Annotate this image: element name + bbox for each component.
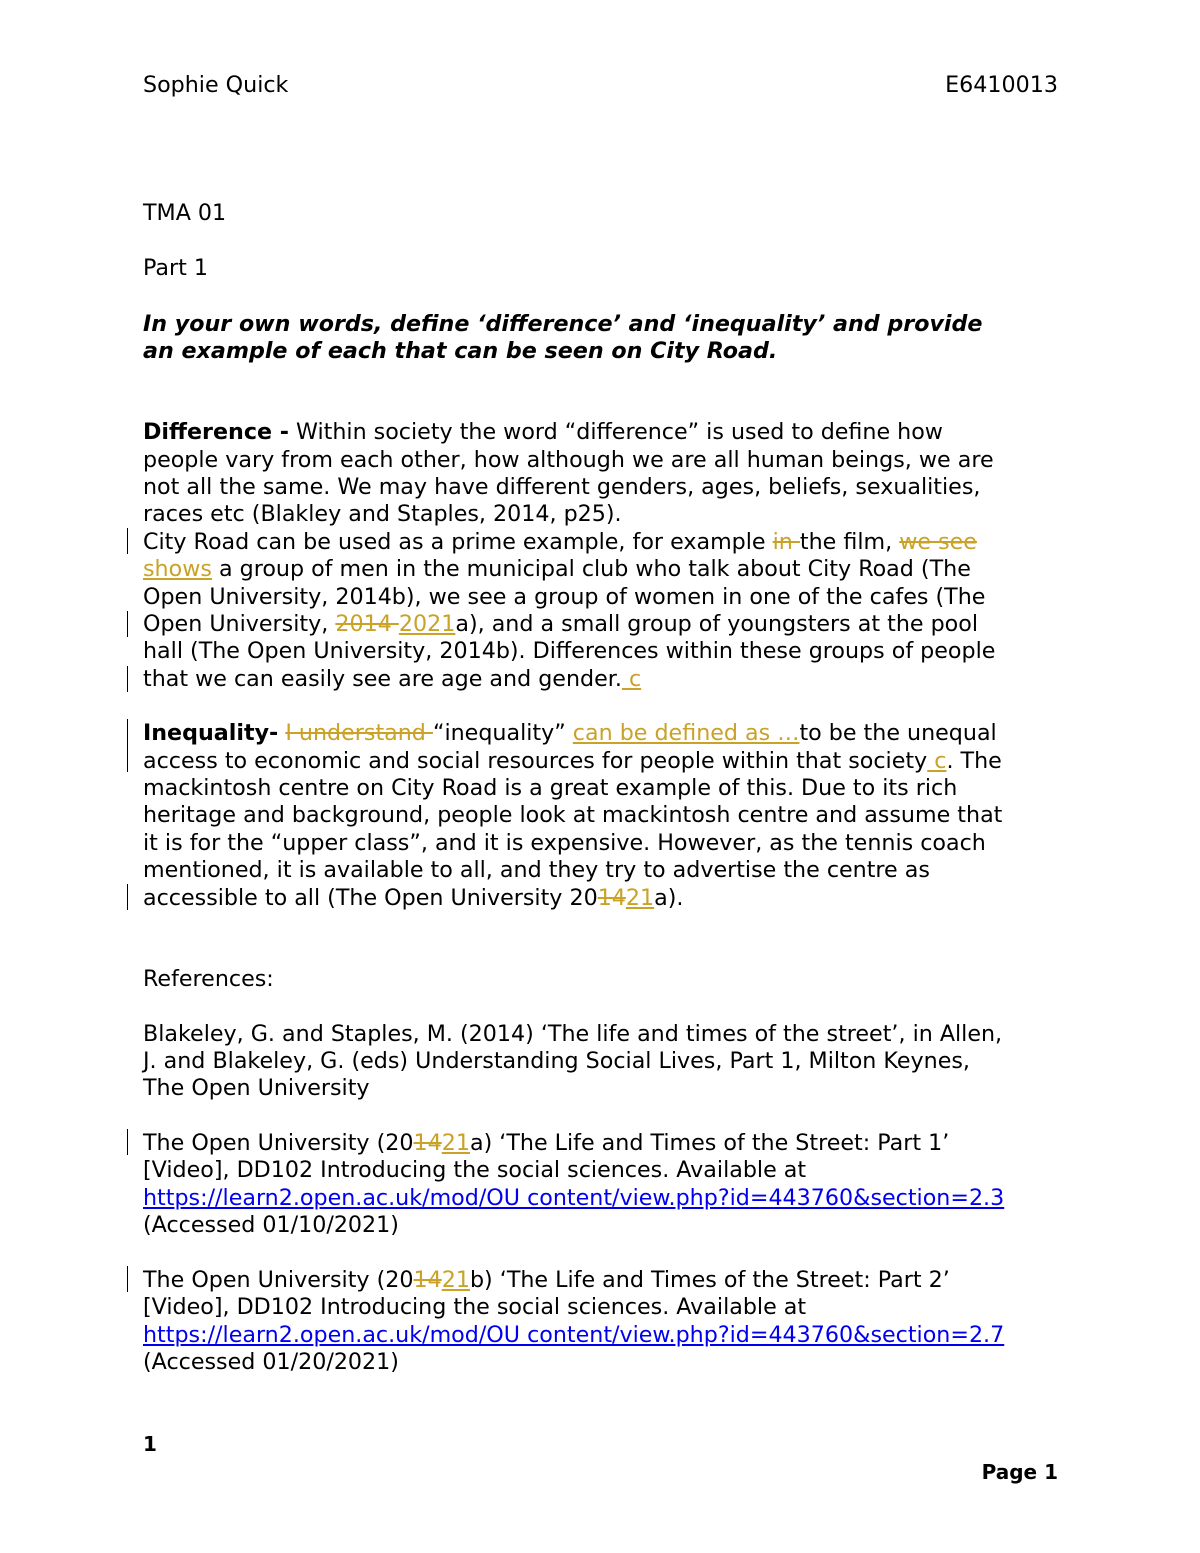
tracked-deletion[interactable]: we see [899, 529, 977, 555]
change-bar [127, 719, 128, 772]
tracked-deletion[interactable]: in [772, 529, 800, 555]
tracked-deletion[interactable]: 14 [413, 1267, 442, 1293]
tracked-deletion[interactable]: 2014 [335, 611, 399, 637]
tracked-insertion[interactable]: 21 [441, 1267, 470, 1293]
tracked-deletion[interactable]: I understand [285, 720, 433, 746]
inequality-line-4: heritage and background, people look at mackintosh centre and assume that [143, 802, 1003, 828]
comment-marker[interactable]: c [621, 666, 642, 692]
page-number: 1 [143, 1432, 157, 1456]
question-line-2: an example of each that can be seen on City Road. [143, 338, 778, 364]
reference-3-line-2: [Video], DD102 Introducing the social sciences. Available at [143, 1294, 807, 1320]
header-student-id: E6410013 [945, 72, 1058, 98]
change-bar [127, 1129, 128, 1155]
tracked-deletion[interactable]: 14 [413, 1130, 442, 1156]
change-bar [127, 1266, 128, 1292]
reference-2-line-1: The Open University (201421a) ‘The Life and Times of the Street: Part 1’ [143, 1130, 950, 1156]
reference-1-line-2: J. and Blakeley, G. (eds) Understanding Social Lives, Part 1, Milton Keynes, [143, 1048, 970, 1074]
tracked-insertion[interactable]: 2021 [398, 611, 456, 637]
change-bar [127, 884, 128, 910]
change-bar [127, 528, 128, 554]
difference-line-5: City Road can be used as a prime example, for example in the film, we see [143, 529, 977, 555]
part-title: Part 1 [143, 255, 208, 281]
tracked-insertion[interactable]: 21 [625, 885, 655, 911]
difference-line-1: Difference - Within society the word “difference” is used to define how [143, 419, 943, 445]
change-bar [127, 666, 128, 692]
tracked-insertion[interactable]: shows [143, 556, 212, 582]
reference-2-link[interactable]: https://learn2.open.ac.uk/mod/OU content/view.php?id=443760&section=2.3 [143, 1185, 1005, 1211]
difference-line-4: races etc (Blakley and Staples, 2014, p25). [143, 501, 622, 527]
difference-line-2: people vary from each other, how although we are all human beings, we are [143, 447, 994, 473]
inequality-line-1: Inequality- I understand “inequality” can be defined as …to be the unequal [143, 720, 997, 746]
difference-line-6: shows a group of men in the municipal club who talk about City Road (The [143, 556, 971, 582]
reference-2-line-4: (Accessed 01/10/2021) [143, 1212, 399, 1238]
inequality-line-3: mackintosh centre on City Road is a great example of this. Due to its rich [143, 775, 958, 801]
inequality-line-7: accessible to all (The Open University 201421a). [143, 885, 684, 911]
difference-line-3: not all the same. We may have different genders, ages, beliefs, sexualities, [143, 474, 981, 500]
question-line-1: In your own words, define ‘difference’ and ‘inequality’ and provide [143, 311, 983, 337]
reference-3-link[interactable]: https://learn2.open.ac.uk/mod/OU content/view.php?id=443760&section=2.7 [143, 1322, 1005, 1348]
change-bar [127, 611, 128, 637]
inequality-line-2: access to economic and social resources for people within that society c. The [143, 748, 1002, 774]
page-label: Page 1 [981, 1460, 1058, 1484]
difference-line-10: that we can easily see are age and gender. c [143, 666, 642, 692]
reference-3-line-1: The Open University (201421b) ‘The Life and Times of the Street: Part 2’ [143, 1267, 950, 1293]
inequality-heading: Inequality- [143, 720, 279, 746]
reference-1-line-3: The Open University [143, 1075, 370, 1101]
difference-heading: Difference - [143, 419, 289, 445]
tracked-deletion[interactable]: 14 [597, 885, 626, 911]
reference-3-line-4: (Accessed 01/20/2021) [143, 1349, 399, 1375]
reference-2-line-2: [Video], DD102 Introducing the social sciences. Available at [143, 1157, 807, 1183]
tracked-insertion[interactable]: can be defined as … [572, 720, 800, 746]
difference-line-9: hall (The Open University, 2014b). Differences within these groups of people [143, 638, 996, 664]
difference-line-7: Open University, 2014b), we see a group of women in one of the cafes (The [143, 584, 986, 610]
tma-title: TMA 01 [143, 200, 227, 226]
comment-marker[interactable]: c [927, 748, 947, 774]
references-heading: References: [143, 966, 274, 992]
difference-line-8: Open University, 2014 2021a), and a small group of youngsters at the pool [143, 611, 978, 637]
reference-1-line-1: Blakeley, G. and Staples, M. (2014) ‘The life and times of the street’, in Allen, [143, 1021, 1003, 1047]
tracked-insertion[interactable]: 21 [441, 1130, 470, 1156]
header-author: Sophie Quick [143, 72, 289, 98]
inequality-line-6: mentioned, it is available to all, and they try to advertise the centre as [143, 857, 930, 883]
inequality-line-5: it is for the “upper class”, and it is expensive. However, as the tennis coach [143, 830, 986, 856]
